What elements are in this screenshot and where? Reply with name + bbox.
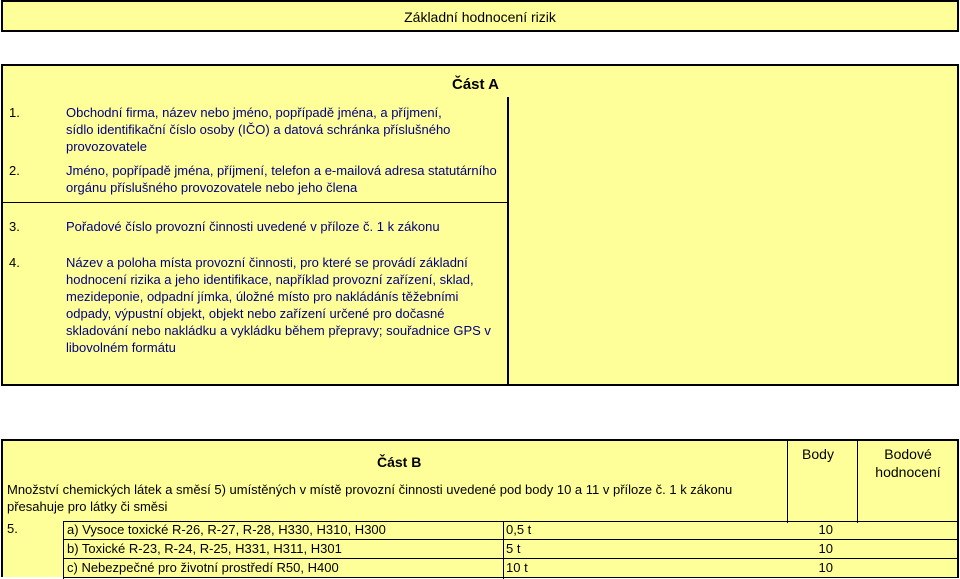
row-b-label: b) Toxické R-23, R-24, R-25, H331, H311, H301	[67, 541, 342, 556]
row-a-threshold: 0,5 t	[506, 522, 532, 537]
item-3-number: 3.	[9, 219, 20, 234]
col-divider-a	[787, 441, 788, 523]
part-a-divider	[507, 97, 509, 386]
part-b-section	[1, 439, 959, 577]
column-header-score: Bodové hodnocení	[875, 446, 941, 480]
row-b-points: 10	[818, 541, 833, 556]
row-b-threshold: 5 t	[506, 541, 521, 556]
item-3-text: Pořadové číslo provozní činnosti uvedené v příloze č. 1 k zákonu	[66, 219, 440, 234]
separator-line	[3, 202, 507, 203]
row-c-points: 10	[818, 560, 833, 575]
table-left-border	[63, 521, 64, 579]
page-title: Základní hodnocení rizik	[404, 9, 556, 25]
row-a-label: a) Vysoce toxické R-26, R-27, R-28, H330, H310, H300	[67, 522, 386, 537]
header-banner	[1, 0, 959, 32]
part-b-heading: Část B	[377, 454, 422, 470]
item-4-text: Název a poloha místa provozní činnosti, pro které se provádí základní hodnocení rizika a jeho identifikace, například provozní zařízení, sklad, mezideponie, odpadní jímka, úložné místo pro nakládánís těžebními odpady, výpustní objekt, objekt nebo zařízení určené pro dočasné skladování nebo nakládku a vykládku během přepravy; souřadnice GPS v libovolném formátu	[66, 255, 495, 355]
row-a-points: 10	[818, 522, 833, 537]
row-c-threshold: 10 t	[506, 560, 528, 575]
item-2-text: Jméno, popřípadě jména, příjmení, telefon a e-mailová adresa statutárního orgánu příslušného provozovatele nebo jeho člena	[66, 163, 501, 195]
item-4-number: 4.	[9, 255, 20, 270]
col-divider-b	[857, 441, 858, 523]
item-5-number: 5.	[7, 521, 18, 536]
item-1-number: 1.	[9, 105, 20, 120]
part-a-heading: Část A	[452, 76, 499, 93]
part-a-section	[1, 64, 959, 386]
item-1-text: Obchodní firma, název nebo jméno, popřípadě jména, a příjmení, sídlo identifikační číslo osoby (IČO) a datová schránka příslušného provozovatele	[66, 105, 455, 154]
item-2-number: 2.	[9, 163, 20, 178]
part-b-description: Množství chemických látek a směsí 5) umístěných v místě provozní činnosti uvedené pod body 10 a 11 v příloze č. 1 k zákonu přesahuje pro látky či směsi	[7, 482, 736, 514]
column-header-body: Body	[802, 446, 834, 462]
row-c-label: c) Nebezpečné pro životní prostředí R50, H400	[67, 560, 339, 575]
table-mid-border	[503, 521, 504, 579]
row-line-3	[63, 577, 959, 578]
